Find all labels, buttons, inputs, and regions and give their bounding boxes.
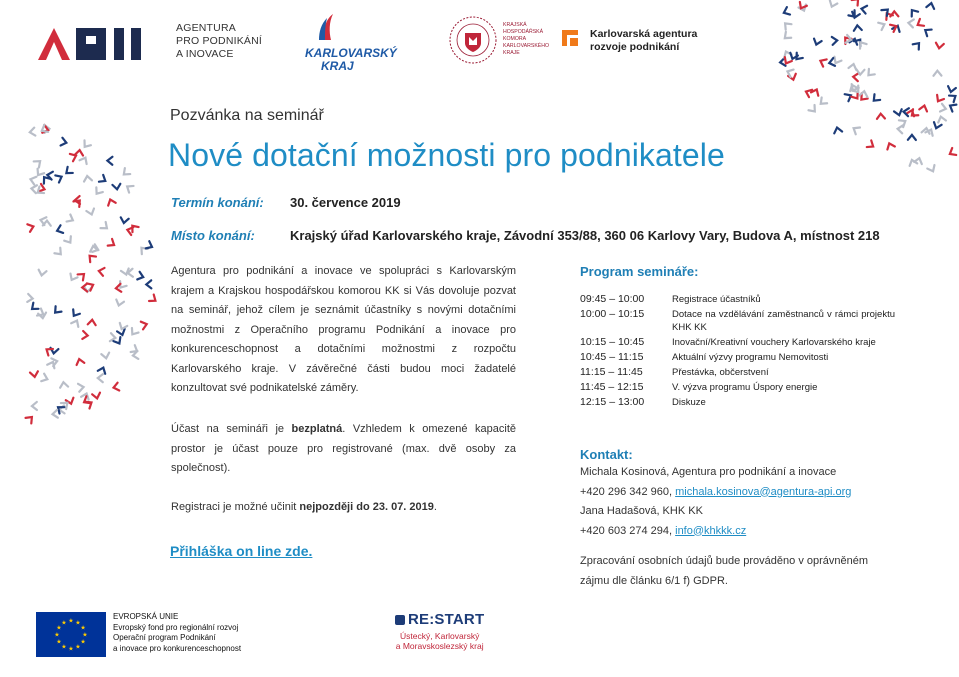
chevron-icon — [126, 226, 133, 235]
chevron-icon — [61, 400, 70, 409]
eu-star-icon: ★ — [61, 644, 67, 651]
chevron-icon — [66, 398, 75, 405]
chevron-icon — [832, 57, 841, 65]
chevron-icon — [856, 69, 864, 74]
chevron-icon — [789, 53, 798, 60]
chevron-icon — [117, 329, 126, 336]
chevron-icon — [925, 128, 934, 136]
table-row: 11:15 – 11:45 Přestávka, občerstvení — [580, 366, 769, 378]
chevron-icon — [131, 345, 139, 354]
chevron-icon — [35, 169, 44, 178]
chevron-icon — [29, 175, 36, 184]
table-row: 10:45 – 11:15 Aktuální výzvy programu Nemovitosti — [580, 351, 829, 363]
chevron-icon — [26, 414, 35, 423]
chevron-icon — [113, 383, 120, 392]
chevron-icon — [34, 158, 43, 167]
chevron-icon — [43, 220, 51, 225]
chevron-icon — [881, 7, 890, 16]
chevron-icon — [849, 84, 858, 92]
chevron-icon — [54, 248, 63, 257]
chevron-icon — [923, 27, 932, 36]
chevron-icon — [32, 402, 37, 410]
chevron-icon — [47, 360, 56, 368]
eu-star-icon: ★ — [68, 618, 74, 625]
chevron-icon — [35, 187, 44, 196]
restart-mark-icon — [395, 615, 405, 625]
karlovarsky-kraj-logo: KARLOVARSKÝ KRAJ — [303, 12, 403, 72]
chevron-icon — [107, 157, 112, 165]
program-table — [580, 293, 895, 409]
chevron-icon — [811, 88, 820, 96]
table-row: 11:45 – 12:15 V. výzva programu Úspory energie — [580, 381, 818, 393]
chevron-icon — [859, 91, 868, 97]
chevron-icon — [913, 41, 922, 50]
registration-paragraph: Registraci je možné učinit nejpozději do 23. 07. 2019. — [171, 501, 437, 513]
chevron-icon — [146, 241, 154, 250]
chevron-icon — [92, 244, 99, 253]
eu-star-icon: ★ — [82, 632, 88, 639]
chevron-icon — [87, 281, 95, 290]
chevron-icon — [853, 73, 859, 81]
chevron-icon — [141, 320, 148, 329]
chevron-icon — [121, 269, 130, 276]
chevron-icon — [99, 175, 107, 184]
chevron-icon — [80, 156, 89, 164]
chevron-icon — [927, 165, 936, 173]
chevron-icon — [903, 108, 909, 116]
chevron-icon — [897, 125, 903, 133]
chevron-icon — [809, 105, 818, 114]
chevron-icon — [818, 97, 827, 106]
chevron-icon — [108, 239, 117, 248]
chevron-icon — [78, 271, 87, 280]
chevron-icon — [932, 122, 941, 129]
chevron-icon — [55, 173, 63, 182]
chevron-icon — [129, 223, 138, 232]
chevron-icon — [113, 337, 122, 345]
eu-star-icon: ★ — [54, 632, 60, 639]
chevron-icon — [83, 175, 92, 181]
chevron-icon — [98, 366, 107, 374]
chevron-icon — [780, 58, 786, 67]
chevron-icon — [878, 21, 886, 30]
chevron-icon — [121, 168, 130, 177]
chevron-icon — [871, 94, 880, 103]
chevron-icon — [909, 8, 918, 17]
chevron-icon — [42, 125, 49, 134]
termin-value: 30. července 2019 — [290, 195, 401, 210]
chevron-icon — [67, 214, 75, 223]
chevron-icon — [64, 236, 73, 245]
chevron-icon — [146, 280, 151, 288]
chevron-icon — [56, 225, 63, 234]
chevron-icon — [40, 216, 47, 225]
chevron-icon — [949, 93, 958, 102]
chevron-icon — [68, 274, 77, 282]
chevron-icon — [937, 116, 946, 123]
chevron-icon — [82, 140, 91, 149]
registration-link[interactable]: Přihláška on line zde. — [170, 543, 313, 559]
chevron-icon — [798, 5, 807, 13]
table-row: 09:45 – 10:00 Registrace účastníků — [580, 293, 761, 305]
gdpr-note: Zpracování osobních údajů bude prováděno v oprávněném zájmu dle článku 6/1 f) GDPR. — [580, 555, 869, 587]
chevron-icon — [832, 36, 838, 44]
chevron-icon — [52, 410, 58, 418]
chevron-icon — [948, 148, 956, 157]
chevron-icon — [29, 128, 35, 137]
chevron-icon — [909, 109, 918, 118]
invitation-subtitle: Pozvánka na seminář — [170, 107, 324, 124]
chevron-icon — [70, 152, 78, 161]
chevron-icon — [83, 286, 91, 292]
eu-funding-text: EVROPSKÁ UNIE Evropský fond pro regionální rozvoj Operační program Podnikání a inovace pro konkurenceschopnost — [113, 612, 242, 653]
chevron-icon — [38, 270, 47, 276]
chevron-icon — [886, 142, 895, 150]
email-link-kosinova[interactable]: michala.kosinova@agentura-api.org — [675, 485, 852, 498]
chevron-icon — [786, 68, 794, 77]
chevron-icon — [73, 198, 82, 207]
chevron-icon — [44, 125, 49, 133]
chevron-icon — [110, 333, 116, 342]
contact-block: Michala Kosinová, Agentura pro podnikání a inovace +420 296 342 960, michala.kosinova@agentura-api.org Jana Hadašová, KHK KK +420 603 274 294, info@khkkk.cz — [580, 466, 852, 537]
api-logo-text: AGENTURA PRO PODNIKÁNÍ A INOVACE — [176, 22, 263, 60]
chevron-icon — [782, 32, 791, 41]
chevron-icon — [30, 371, 39, 377]
eu-star-icon: ★ — [61, 620, 67, 627]
chevron-icon — [922, 127, 931, 133]
chevron-icon — [41, 374, 49, 383]
chevron-icon — [117, 281, 126, 290]
chevron-icon — [940, 104, 947, 113]
chevron-icon — [935, 43, 944, 49]
chevron-icon — [782, 21, 791, 30]
chevron-icon — [848, 10, 857, 19]
eu-star-icon: ★ — [80, 639, 86, 646]
chevron-icon — [858, 93, 867, 102]
contact-heading: Kontakt: — [580, 447, 633, 462]
chevron-icon — [85, 399, 94, 408]
chevron-icon — [851, 92, 860, 101]
chevron-icon — [797, 2, 806, 10]
chevron-icon — [98, 374, 103, 382]
chevron-icon — [92, 393, 101, 400]
chevron-icon — [948, 102, 956, 111]
chevron-icon — [782, 7, 790, 16]
chevron-icon — [854, 37, 863, 46]
chevron-icon — [848, 63, 857, 70]
chevron-icon — [86, 209, 95, 216]
chevron-icon — [845, 92, 853, 101]
chevron-icon — [71, 319, 80, 327]
eu-star-icon: ★ — [75, 644, 81, 651]
chevron-icon — [59, 382, 68, 388]
chevron-icon — [851, 12, 860, 19]
eu-star-icon: ★ — [68, 646, 74, 653]
kk-swoosh-icon — [303, 12, 403, 42]
termin-label: Termín konání: — [171, 195, 264, 210]
chevron-icon — [782, 50, 791, 58]
chevron-icon — [861, 5, 867, 14]
chevron-icon — [88, 319, 96, 325]
chevron-icon — [37, 309, 45, 318]
chevron-icon — [98, 267, 104, 276]
chevron-icon — [857, 40, 866, 49]
chevron-icon — [933, 71, 941, 76]
chevron-icon — [137, 272, 144, 281]
chevron-icon — [75, 196, 80, 204]
restart-title: RE:START — [395, 611, 484, 628]
chevron-icon — [852, 86, 861, 95]
chevron-icon — [908, 135, 916, 140]
page-title: Nové dotační možnosti pro podnikatele — [168, 137, 725, 173]
chevron-icon — [61, 138, 68, 147]
chevron-icon — [812, 39, 821, 46]
chevron-icon — [27, 294, 33, 303]
chevron-icon — [101, 353, 110, 359]
chevron-icon — [75, 150, 84, 156]
table-row: 12:15 – 13:00 Diskuze — [580, 396, 706, 408]
chevron-icon — [120, 217, 129, 223]
chevron-icon — [842, 35, 851, 44]
chevron-icon — [849, 38, 858, 45]
chevron-icon — [56, 404, 65, 413]
chevron-icon — [138, 245, 147, 254]
eu-star-icon: ★ — [80, 625, 86, 632]
chevron-icon — [70, 309, 79, 318]
chevron-icon — [848, 83, 857, 91]
table-row: 10:00 – 10:15 Dotace na vzdělávání zaměstnanců v rámci projektu KHK KK — [580, 308, 895, 333]
chevron-icon — [82, 396, 90, 405]
chevron-icon — [908, 159, 917, 166]
email-link-khkkk[interactable]: info@khkkk.cz — [675, 524, 747, 537]
chevron-icon — [44, 346, 53, 355]
kara-logo-text: Karlovarská agentura rozvoje podnikání — [590, 28, 698, 53]
intro-paragraph: Agentura pro podnikání a inovace ve spolupráci s Karlovarským krajem a Krajskou hospodářskou komorou KK si Vás dovoluje pozvat na seminář, jehož cílem je seznámit účastníky s novými dotačními možnostmi z Operačního programu Podnikání a inovace pro konkurenceschopnost a dotačními možnostmi z rozpočtu Karlovarského kraje. V závěrečné části budou moci žadatelé konzultovat své podnikatelské záměry. — [171, 265, 516, 394]
chevron-icon — [788, 74, 797, 81]
chevron-icon — [129, 328, 138, 337]
chevron-icon — [27, 223, 34, 232]
chevron-icon — [40, 125, 48, 134]
chevron-icon — [50, 348, 59, 354]
chevron-icon — [919, 105, 928, 112]
chevron-icon — [852, 0, 861, 6]
chevron-icon — [866, 69, 875, 78]
chevron-icon — [908, 19, 914, 28]
chevron-icon — [125, 183, 134, 192]
chevron-icon — [846, 35, 852, 44]
chevron-icon — [31, 185, 37, 194]
chevron-icon — [892, 24, 901, 32]
kara-logo-icon — [562, 30, 578, 46]
chevron-icon — [64, 167, 73, 176]
chevron-icon — [851, 125, 859, 134]
program-heading: Program semináře: — [580, 264, 699, 279]
chevron-icon — [106, 198, 115, 205]
komora-seal-icon — [448, 15, 498, 65]
chevron-icon — [899, 118, 907, 127]
chevron-icon — [75, 358, 84, 365]
chevron-icon — [782, 57, 791, 65]
chevron-icon — [127, 269, 132, 277]
chevron-icon — [118, 323, 127, 331]
misto-value: Krajský úřad Karlovarského kraje, Závodní 353/88, 360 06 Karlovy Vary, Budova A, místnost 218 — [290, 228, 880, 243]
chevron-icon — [115, 300, 124, 307]
komora-text: KRAJSKÁ HOSPODÁŘSKÁ KOMORA KARLOVARSKÉHO KRAJE — [503, 22, 550, 56]
chevron-icon — [894, 109, 903, 116]
eu-star-icon: ★ — [56, 625, 62, 632]
table-row: 10:15 – 10:45 Inovační/Kreativní vouchery Karlovarského kraje — [580, 336, 876, 348]
chevron-icon — [29, 303, 38, 312]
chevron-icon — [890, 23, 898, 32]
chevron-icon — [833, 127, 842, 134]
chevron-icon — [82, 284, 87, 292]
chevron-icon — [41, 175, 50, 184]
chevron-icon — [877, 113, 885, 118]
chevron-icon — [947, 86, 956, 93]
chevron-icon — [82, 331, 88, 339]
eu-star-icon: ★ — [75, 620, 81, 627]
chevron-icon — [828, 58, 835, 67]
chevron-icon — [115, 284, 121, 292]
chevron-icon — [132, 351, 138, 360]
chevron-icon — [51, 357, 58, 366]
eu-flag-icon — [36, 612, 106, 657]
chevron-icon — [112, 184, 121, 190]
api-logo-icon — [36, 26, 160, 62]
chevron-icon — [935, 95, 944, 103]
restart-logo: RE:START Ústecký, Karlovarský a Moravskoslezský kraj — [395, 611, 485, 651]
participation-paragraph: Účast na semináři je bezplatná. Vzhledem k omezené kapacitě prostor je účast pouze pro registrované (max. dvě osoby za společnost). — [171, 423, 516, 474]
chevron-icon — [81, 392, 90, 399]
chevron-icon — [890, 11, 898, 16]
chevron-icon — [907, 109, 916, 116]
chevron-icon — [59, 405, 65, 413]
chevron-icon — [93, 187, 102, 196]
chevron-icon — [52, 306, 61, 315]
chevron-icon — [793, 53, 802, 62]
chevron-icon — [47, 171, 53, 180]
chevron-icon — [101, 222, 110, 231]
chevron-icon — [914, 157, 923, 164]
chevron-icon — [87, 253, 96, 262]
chevron-icon — [867, 140, 876, 149]
chevron-icon — [883, 11, 892, 20]
chevron-icon — [819, 57, 827, 66]
chevron-icon — [804, 88, 812, 97]
chevron-icon — [89, 245, 98, 251]
chevron-icon — [38, 313, 47, 319]
chevron-icon — [828, 1, 837, 9]
chevron-icon — [926, 2, 935, 9]
chevron-icon — [39, 184, 46, 193]
chevron-icon — [149, 295, 158, 304]
misto-label: Místo konání: — [171, 228, 255, 243]
chevron-icon — [916, 19, 924, 28]
chevron-icon — [853, 25, 861, 31]
chevron-icon — [78, 383, 84, 392]
eu-star-icon: ★ — [56, 639, 62, 646]
